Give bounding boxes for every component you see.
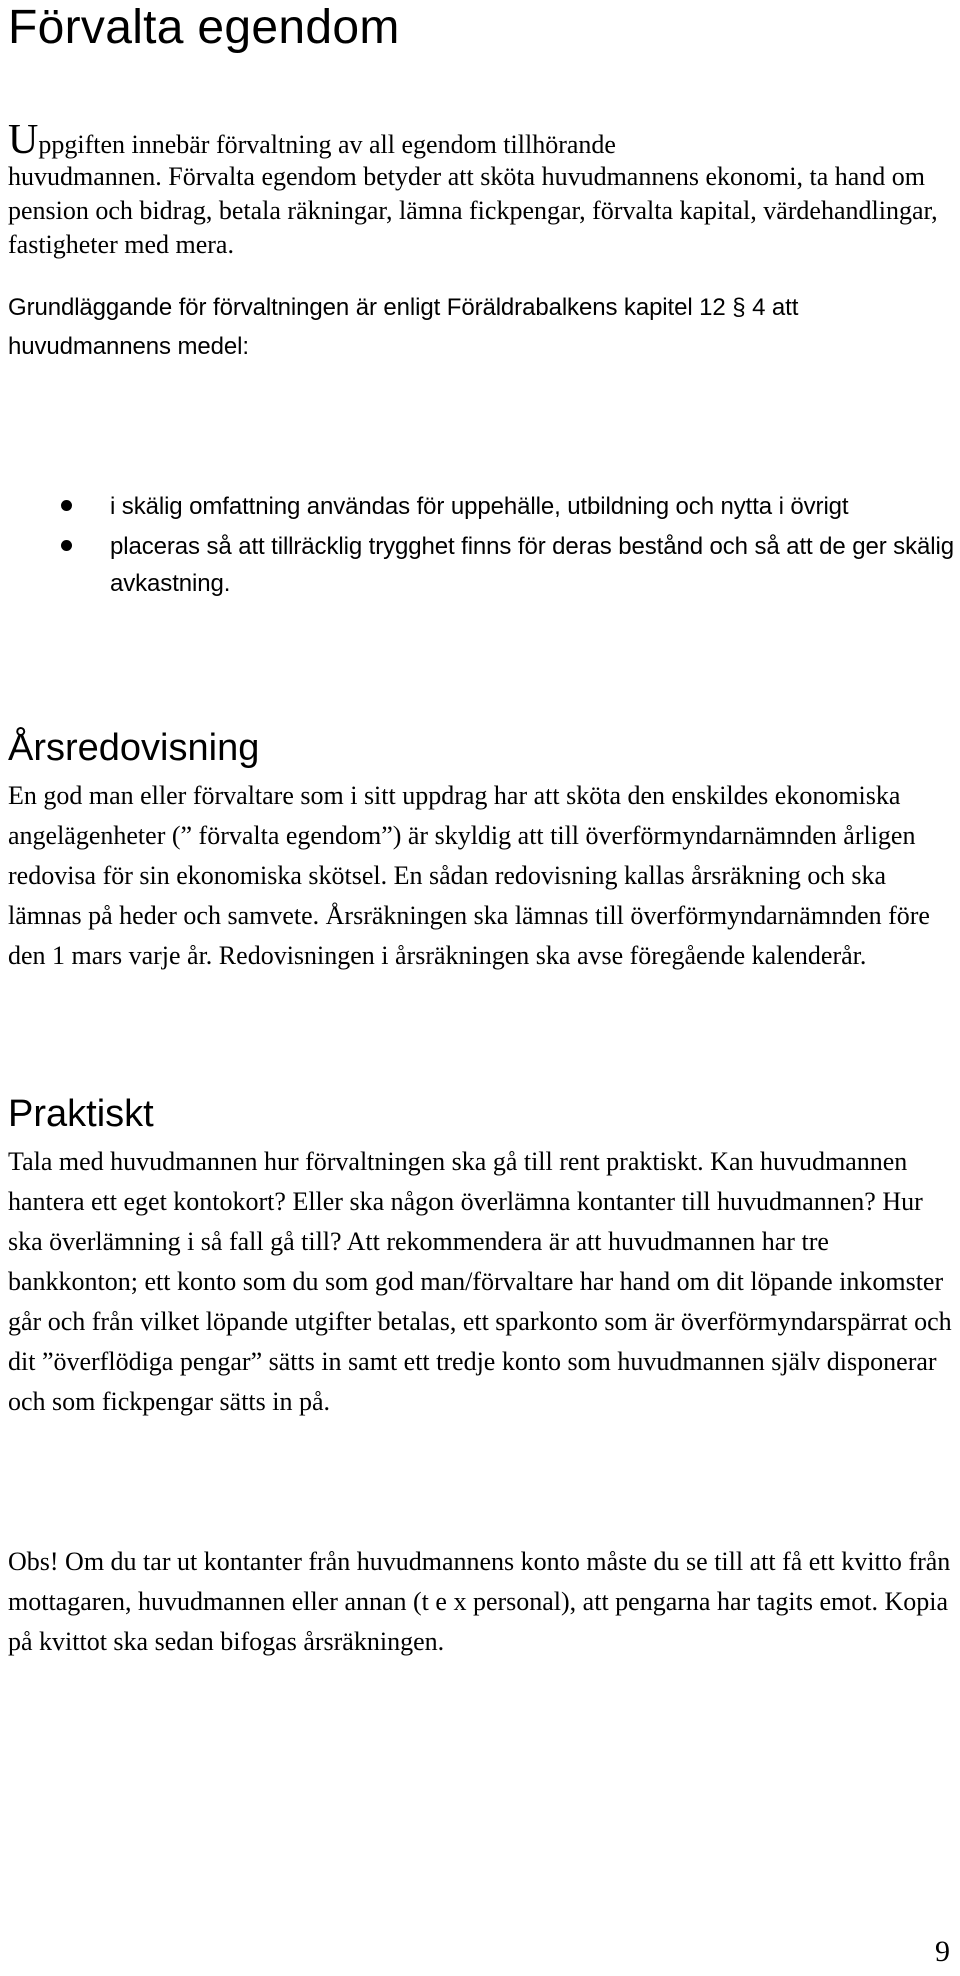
arsredovisning-paragraph [8,776,958,976]
intro-paragraph-cont [8,160,958,262]
bullet-list [0,488,960,605]
principle-text-b: 4 att huvudmannens medel: [8,294,799,360]
praktiskt-paragraph [8,1142,958,1422]
section-symbol: § [732,294,746,321]
bullet-text: placeras så att tillräcklig trygghet finns för deras bestånd och så att de ger skälig avkastning. [110,533,954,597]
bullet-icon [61,540,72,551]
section-heading-arsredovisning: Årsredovisning [8,727,260,769]
principle-paragraph [8,288,958,366]
bullet-text: i skälig omfattning användas för uppehälle, utbildning och nytta i övrigt [110,493,849,520]
intro-text: huvudmannen. Förvalta egendom betyder att sköta huvudmannens ekonomi, ta hand om pension och bidrag, betala räkningar, lämna fickpengar, förvalta kapital, värdehandlingar, fastigheter med mera. [8,162,938,259]
intro-paragraph [8,117,958,165]
obs-text: Obs! Om du tar ut kontanter från huvudmannens konto måste du se till att få ett kvitto från mottagaren, huvudmannen eller annan (t e x personal), att pengarna har tagits emot. Kopia på kvittot ska sedan bifogas årsräkningen. [8,1547,951,1656]
intro-first-line: ppgiften innebär förvaltning av all egendom tillhörande [38,130,616,159]
bullet-icon [61,500,72,511]
arsredovisning-text: En god man eller förvaltare som i sitt uppdrag har att sköta den enskildes ekonomiska angelägenheter (” förvalta egendom”) är skyldig att till överförmyndarnämnden årligen redovisa för sin ekonomiska skötsel. En sådan redovisning kallas årsräkning och ska lämnas på heder och samvete. Årsräkningen ska lämnas till överförmyndarnämnden före den 1 mars varje år. Redovisningen i årsräkningen ska avse föregående kalenderår. [8,781,930,970]
list-item [0,488,960,525]
section-heading-praktiskt: Praktiskt [8,1093,154,1135]
praktiskt-text: Tala med huvudmannen hur förvaltningen ska gå till rent praktiskt. Kan huvudmannen hantera ett eget kontokort? Eller ska någon överlämna kontanter till huvudmannen? Hur ska överlämning i så fall gå till? Att rekommendera är att huvudmannen har tre bankkonton; ett konto som du som god man/förvaltare har hand om dit löpande inkomster går och från vilket löpande utgifter betalas, ett sparkonto som är överförmyndarspärrat och dit ”överflödiga pengar” sätts in samt ett tredje konto som huvudmannen själv disponerar och som fickpengar sätts in på. [8,1147,952,1416]
obs-paragraph [8,1542,958,1662]
intro-dropcap: U [8,117,39,163]
list-item [0,528,960,602]
page-title: Förvalta egendom [8,1,400,54]
principle-text-a: Grundläggande för förvaltningen är enligt Föräldrabalkens kapitel 12 [8,294,726,321]
page-number: 9 [935,1935,950,1968]
